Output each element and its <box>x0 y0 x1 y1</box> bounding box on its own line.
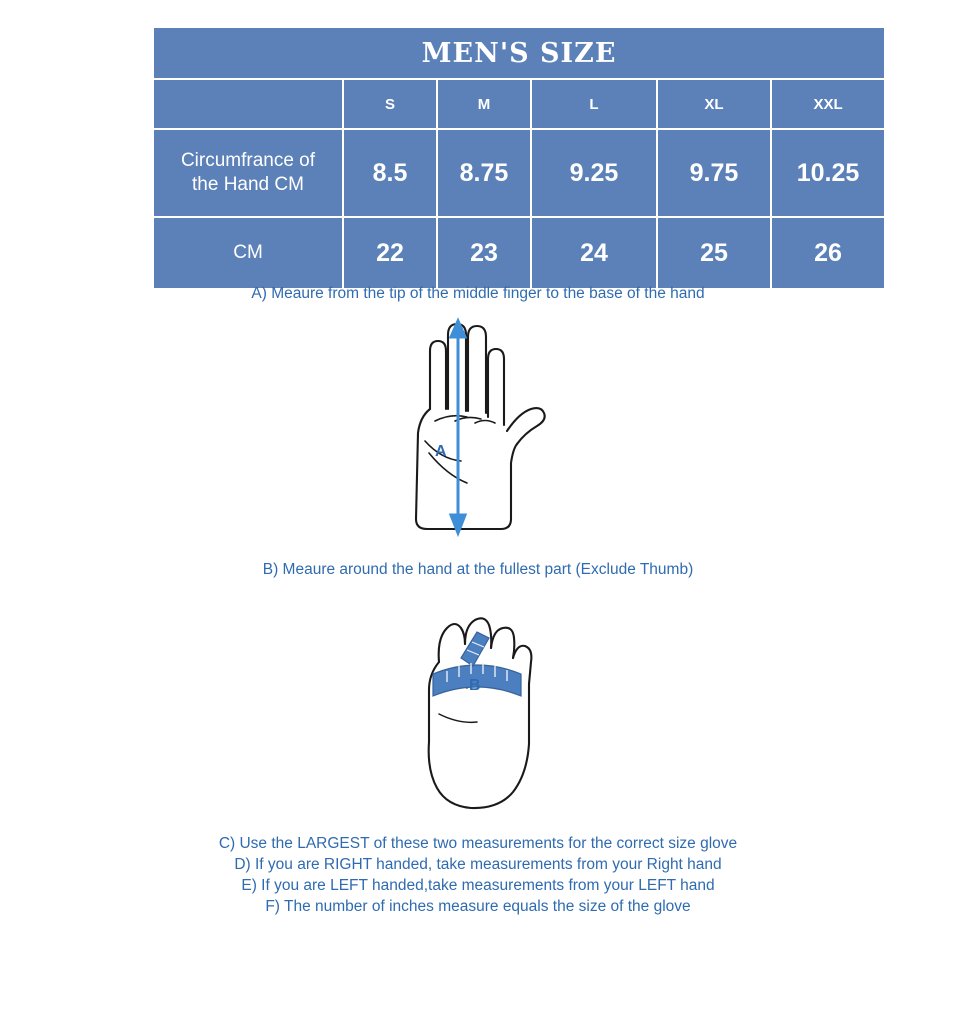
column-header-l: L <box>532 80 656 128</box>
row-label-circumference: Circumfrance of the Hand CM <box>154 130 342 216</box>
cell-cm-xxl: 26 <box>772 218 884 288</box>
cell-circumference-xl: 9.75 <box>658 130 770 216</box>
column-header-m: M <box>438 80 530 128</box>
table-row <box>154 130 884 216</box>
hand-circumference-figure <box>403 592 548 820</box>
hand-circumference-tape-measure-icon <box>403 592 548 820</box>
cell-cm-s: 22 <box>344 218 436 288</box>
cell-circumference-m: 8.75 <box>438 130 530 216</box>
cell-circumference-s: 8.5 <box>344 130 436 216</box>
instruction-a: A) Meaure from the tip of the middle finger to the base of the hand <box>251 285 705 302</box>
cell-cm-l: 24 <box>532 218 656 288</box>
figure-a-letter: A <box>435 443 447 460</box>
column-header-s: S <box>344 80 436 128</box>
column-header-xl: XL <box>658 80 770 128</box>
open-hand-length-measure-icon <box>389 313 569 545</box>
note-c: C) Use the LARGEST of these two measurements for the correct size glove <box>218 835 738 852</box>
size-table <box>152 26 886 290</box>
table-corner-cell <box>154 80 342 128</box>
instruction-b: B) Meaure around the hand at the fullest part (Exclude Thumb) <box>262 561 694 578</box>
cell-cm-m: 23 <box>438 218 530 288</box>
row-label-cm: CM <box>154 218 342 288</box>
cell-cm-xl: 25 <box>658 218 770 288</box>
footer-notes <box>0 833 956 917</box>
note-d: D) If you are RIGHT handed, take measurements from your Right hand <box>234 856 722 873</box>
column-header-xxl: XXL <box>772 80 884 128</box>
note-f: F) The number of inches measure equals the size of the glove <box>265 898 691 915</box>
figure-b-letter: B <box>469 677 481 694</box>
note-e: E) If you are LEFT handed,take measurements from your LEFT hand <box>241 877 715 894</box>
table-row <box>154 218 884 288</box>
table-title: MEN'S SIZE <box>154 28 884 78</box>
table-header-row <box>154 80 884 128</box>
table-title-row <box>154 28 884 78</box>
hand-length-figure <box>389 313 569 545</box>
size-table-container <box>152 26 874 290</box>
cell-circumference-l: 9.25 <box>532 130 656 216</box>
cell-circumference-xxl: 10.25 <box>772 130 884 216</box>
